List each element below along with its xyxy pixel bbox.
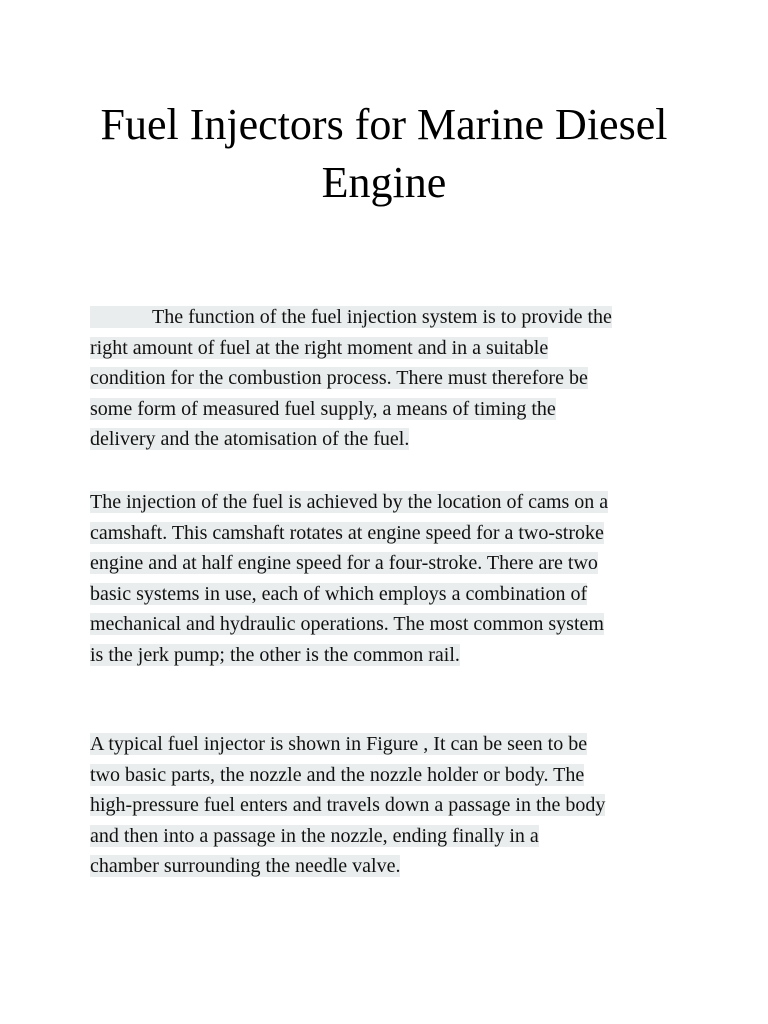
paragraph-line: chamber surrounding the needle valve. [90, 855, 401, 877]
document-title [40, 96, 728, 212]
paragraph-line: is the jerk pump; the other is the common rail. [90, 643, 460, 666]
title-line: Fuel Injectors for Marine Diesel [100, 100, 668, 149]
paragraph-line: delivery and the atomisation of the fuel. [90, 428, 410, 450]
paragraph-line: some form of measured fuel supply, a means of timing the [90, 397, 556, 420]
paragraph-line: engine and at half engine speed for a four-stroke. There are two [90, 552, 598, 574]
paragraph-injection-mechanism [90, 487, 690, 670]
paragraph-line: A typical fuel injector is shown in Figure , It can be seen to be [90, 733, 588, 755]
paragraph-line: right amount of fuel at the right moment and in a suitable [90, 336, 549, 359]
paragraph-line: basic systems in use, each of which employs a combination of [90, 582, 588, 605]
paragraph-line [90, 306, 612, 328]
paragraph-line: mechanical and hydraulic operations. The most common system [90, 613, 604, 635]
paragraph-line: two basic parts, the nozzle and the nozzle holder or body. The [90, 763, 585, 786]
paragraph-line: and then into a passage in the nozzle, ending finally in a [90, 824, 539, 847]
paragraph-line: condition for the combustion process. There must therefore be [90, 367, 588, 389]
paragraph-line: camshaft. This camshaft rotates at engine speed for a two-stroke [90, 521, 604, 544]
paragraph-line-text: The function of the fuel injection system is to provide the [152, 306, 612, 328]
title-line: Engine [321, 158, 447, 207]
paragraph-fuel-injection-function [90, 302, 690, 455]
paragraph-line: high-pressure fuel enters and travels down a passage in the body [90, 794, 606, 816]
paragraph-line: The injection of the fuel is achieved by the location of cams on a [90, 491, 609, 513]
paragraph-typical-injector [90, 729, 690, 882]
